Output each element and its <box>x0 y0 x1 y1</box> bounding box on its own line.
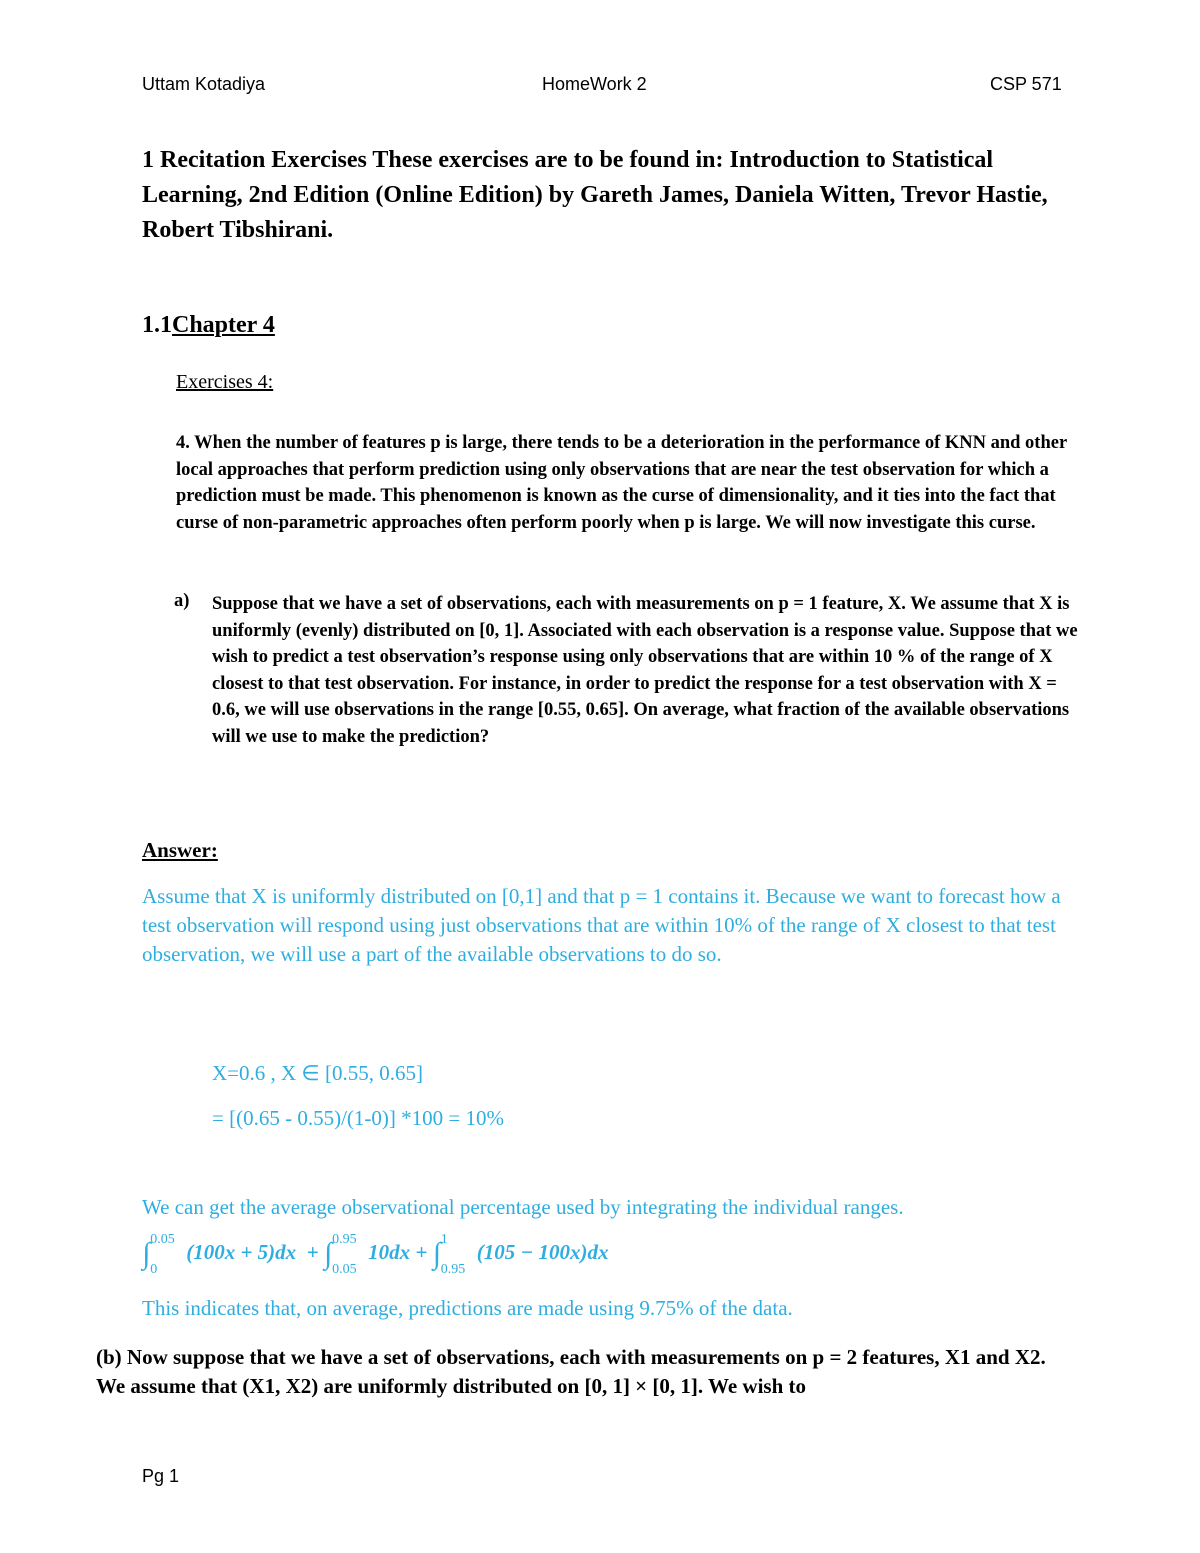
chapter-label: Chapter 4 <box>172 312 275 338</box>
upper-limit: 0.05 <box>150 1232 175 1247</box>
document-title: 1 Recitation Exercises These exercises are to be found in: Introduction to Statistical Learning, 2nd Edition (Online Edition) by Gareth James, Daniela Witten, Trevor Hastie, Robert Tibshirani. <box>142 147 1048 243</box>
lower-limit: 0.05 <box>332 1262 357 1277</box>
integral-limits-2 <box>332 1232 368 1276</box>
integrand-1: (100x + 5)dx + <box>186 1239 319 1264</box>
lower-limit: 0 <box>150 1262 158 1277</box>
lower-limit: 0.95 <box>440 1262 466 1277</box>
upper-limit: 1 <box>440 1232 448 1247</box>
upper-limit: 0.95 <box>332 1232 357 1247</box>
result-text: This indicates that, on average, predictions are made using 9.75% of the data. <box>142 1296 793 1320</box>
integral-limits-3 <box>441 1232 477 1276</box>
integrand-2: 10dx + <box>368 1239 428 1264</box>
part-b-label: (b) <box>96 1345 122 1369</box>
integral-expression <box>142 1232 842 1282</box>
exercises-heading: Exercises 4: <box>176 371 274 393</box>
header-author: Uttam Kotadiya <box>142 74 266 94</box>
integrand-3: (105 − 100x)dx <box>476 1239 609 1264</box>
part-b <box>96 1343 1076 1401</box>
chapter-heading <box>142 312 275 339</box>
integral-sign-1: ∫ <box>142 1236 151 1270</box>
part-b-text: Now suppose that we have a set of observations, each with measurements on p = 2 features, X1 and X2. We assume that (X1, X2) are uniformly distributed on [0, 1] × [0, 1]. We wish to <box>96 1345 1046 1398</box>
equation-range: X=0.6 , X ∈ [0.55, 0.65] <box>212 1061 423 1085</box>
integral-sign-3: ∫ <box>432 1236 441 1270</box>
header-assignment: HomeWork 2 <box>542 74 647 94</box>
part-a-text: Suppose that we have a set of observations, each with measurements on p = 1 feature, X. We assume that X is uniformly (evenly) distributed on [0, 1]. Associated with each observation is a response value. Suppose that we wish to predict a test observation’s response using only observations that are within 10 % of the range of X closest to that test observation. For instance, in order to predict the response for a test observation with X = 0.6, we will use observations in the range [0.55, 0.65]. On average, what fraction of the available observations will we use to make the prediction? <box>212 594 1078 747</box>
integral-sign-2: ∫ <box>323 1236 333 1270</box>
average-text: We can get the average observational percentage used by integrating the individual ranges. <box>142 1195 904 1219</box>
equation-fraction: = [(0.65 - 0.55)/(1-0)] *100 = 10% <box>212 1106 504 1130</box>
answer-heading: Answer: <box>142 838 218 862</box>
part-a-label: a) <box>174 591 190 611</box>
question-4: 4. When the number of features p is large, there tends to be a deterioration in the performance of KNN and other local approaches that perform prediction using only observations that are near the test observation for which a prediction must be made. This phenomenon is known as the curse of dimensionality, and it ties into the fact that curse of non-parametric approaches often perform poorly when p is large. We will now investigate this curse. <box>176 433 1067 533</box>
chapter-number: 1.1 <box>142 312 172 338</box>
answer-paragraph: Assume that X is uniformly distributed on [0,1] and that p = 1 contains it. Because we want to forecast how a test observation will respond using just observations that are within 10% of the range of X closest to that test observation, we will use a part of the available observations to do so. <box>142 884 1061 966</box>
header-course: CSP 571 <box>990 74 1062 94</box>
integral-limits-1 <box>150 1232 186 1276</box>
page-number: Pg 1 <box>142 1466 180 1486</box>
